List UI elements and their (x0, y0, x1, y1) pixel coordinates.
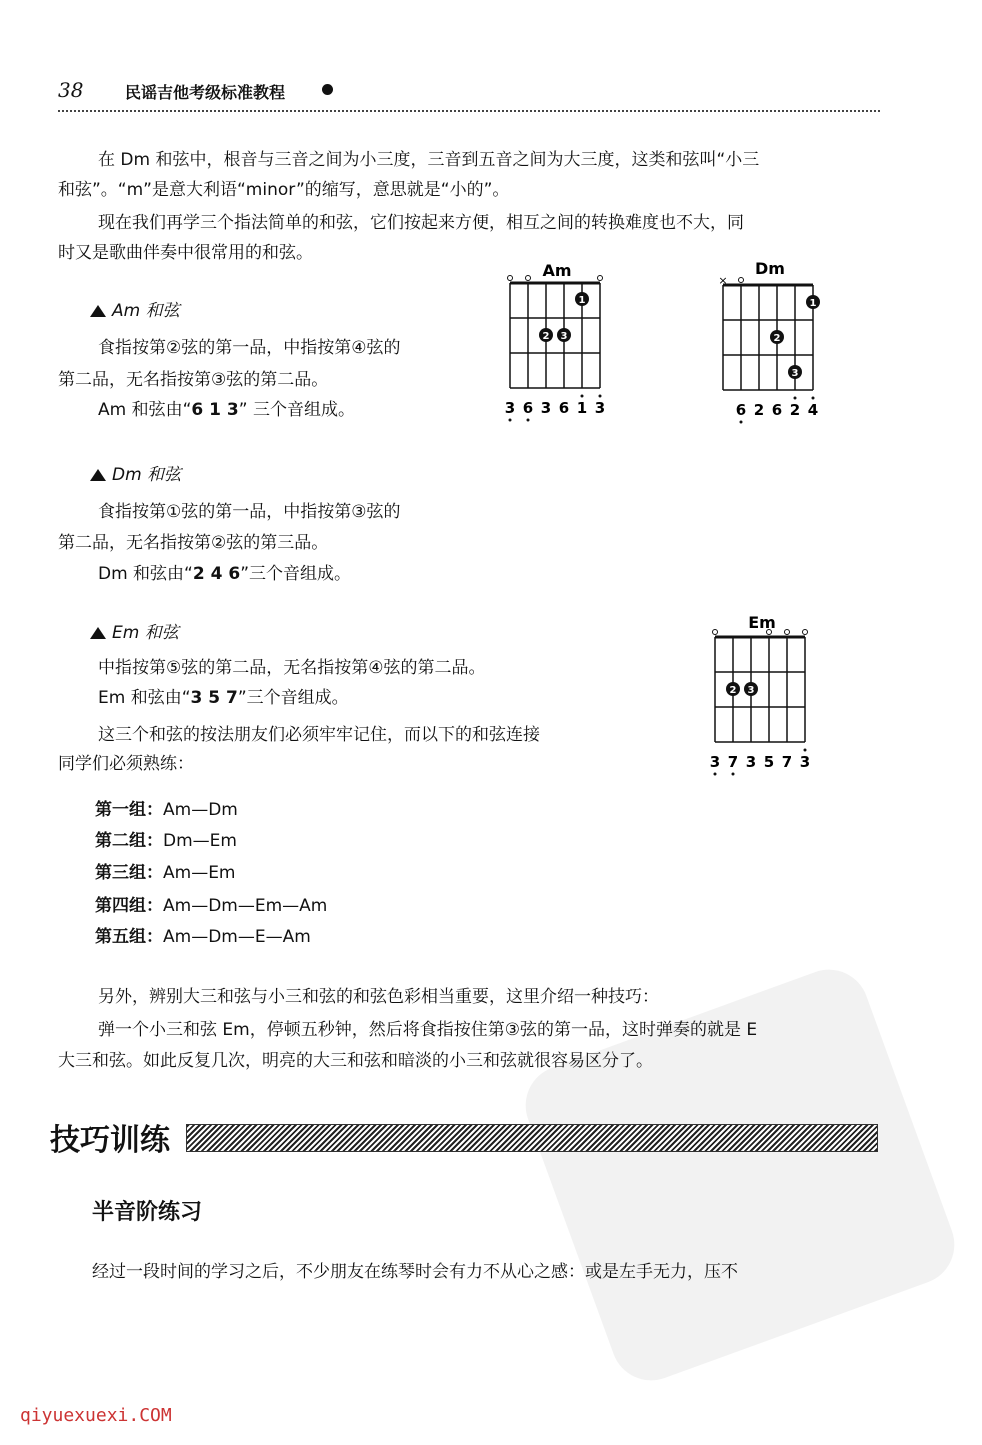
dm-line1: 食指按第①弦的第一品，中指按第③弦的 (98, 502, 401, 522)
finger-number: 2 (542, 331, 550, 342)
group-3 (95, 863, 236, 883)
finger-number: 3 (747, 685, 755, 696)
am-heading-text: Am 和弦 (112, 301, 180, 321)
open-string-icon (803, 630, 808, 635)
open-string-icon (598, 276, 603, 281)
am-heading (90, 296, 180, 321)
open-string-icon (508, 276, 513, 281)
finger-number: 1 (809, 298, 817, 309)
dm-notes: 2 4 6 (192, 564, 241, 584)
intro-p2-l1: 现在我们再学三个指法简单的和弦，它们按起来方便，相互之间的转换难度也不大，同 (98, 213, 744, 233)
note: 1 (576, 399, 588, 417)
group-2 (95, 831, 237, 851)
em-line3: 这三个和弦的按法朋友们必须牢牢记住，而以下的和弦连接 (98, 725, 540, 745)
dm-heading-text: Dm 和弦 (112, 465, 182, 485)
note: 3 (504, 399, 516, 417)
em-notes: 3 5 7 (190, 688, 238, 708)
note: 4 (807, 401, 819, 419)
em-chord-diagram (700, 612, 830, 782)
group-value: Dm—Em (163, 831, 237, 851)
chord-name: Am (542, 261, 572, 280)
am-notes: 6 1 3 (191, 400, 239, 420)
open-string-icon (785, 630, 790, 635)
finger-number: 1 (578, 295, 586, 306)
group-label: 第三组： (95, 863, 163, 883)
note: 7 (781, 753, 793, 771)
title-hatch-bar (186, 1124, 878, 1152)
em-line2-c: ”三个音组成。 (237, 688, 349, 708)
group-value: Am—Dm—Em—Am (163, 896, 328, 916)
em-line2-a: Em 和弦由“ (98, 688, 191, 708)
em-line4: 同学们必须熟练： (58, 754, 194, 774)
note: 3 (799, 753, 811, 771)
em-line2 (98, 688, 349, 708)
intro-p1-l2: 和弦”。“m”是意大利语“minor”的缩写，意思就是“小的”。 (58, 180, 510, 200)
em-heading (90, 618, 179, 643)
group-4 (95, 896, 327, 916)
am-chord-diagram (495, 258, 625, 428)
note: 3 (709, 753, 721, 771)
group-value: Am—Dm (163, 800, 238, 820)
group-label: 第四组： (95, 896, 163, 916)
note: 3 (745, 753, 757, 771)
chord-name: Dm (755, 259, 785, 278)
group-label: 第二组： (95, 831, 163, 851)
triangle-icon (90, 627, 106, 639)
last-paragraph: 经过一段时间的学习之后，不少朋友在练琴时会有力不从心之感：或是左手无力，压不 (92, 1262, 738, 1282)
am-line2: 第二品，无名指按第③弦的第二品。 (58, 370, 329, 390)
note: 2 (753, 401, 765, 419)
section-title: 技巧训练 (50, 1123, 170, 1158)
dm-line3-c: ”三个音组成。 (240, 564, 352, 584)
am-line1: 食指按第②弦的第一品，中指按第④弦的 (98, 338, 401, 358)
section-subtitle: 半音阶练习 (92, 1200, 203, 1225)
group-5 (95, 927, 311, 947)
note: 6 (771, 401, 783, 419)
note: 3 (540, 399, 552, 417)
finger-number: 3 (791, 368, 799, 379)
dm-line3 (98, 564, 351, 584)
book-title: 民谣吉他考级标准教程 (125, 83, 286, 102)
note: 6 (735, 401, 747, 419)
outro-line3: 大三和弦。如此反复几次，明亮的大三和弦和暗淡的小三和弦就很容易区分了。 (58, 1051, 653, 1071)
group-value: Am—Em (163, 863, 236, 883)
dm-heading (90, 460, 181, 485)
group-1 (95, 800, 238, 820)
em-heading-text: Em 和弦 (112, 623, 179, 643)
group-value: Am—Dm—E—Am (163, 927, 311, 947)
dm-line2: 第二品，无名指按第②弦的第三品。 (58, 533, 329, 553)
am-line3-c: ” 三个音组成。 (238, 400, 355, 420)
header-divider (58, 110, 880, 112)
am-line3-a: Am 和弦由“ (98, 400, 192, 420)
group-label: 第一组： (95, 800, 163, 820)
watermark: qiyuexuexi.COM (20, 1405, 172, 1426)
finger-number: 2 (773, 333, 781, 344)
chord-name: Em (748, 613, 776, 632)
intro-p2-l2: 时又是歌曲伴奏中很常用的和弦。 (58, 243, 313, 263)
finger-number: 2 (729, 685, 737, 696)
mute-string-icon: × (718, 274, 728, 287)
open-string-icon (713, 630, 718, 635)
bullet-icon (322, 84, 333, 95)
am-line3 (98, 400, 355, 420)
triangle-icon (90, 305, 106, 317)
note: 7 (727, 753, 739, 771)
dm-chord-diagram (708, 258, 838, 428)
note: 5 (763, 753, 775, 771)
note: 6 (522, 399, 534, 417)
open-string-icon (526, 276, 531, 281)
note: 3 (594, 399, 606, 417)
open-string-icon (739, 278, 744, 283)
note: 6 (558, 399, 570, 417)
page-number: 38 (58, 78, 84, 102)
intro-p1-l1: 在 Dm 和弦中，根音与三音之间为小三度，三音到五音之间为大三度，这类和弦叫“小三 (98, 150, 760, 170)
em-line1: 中指按第⑤弦的第二品，无名指按第④弦的第二品。 (98, 658, 486, 678)
note: 2 (789, 401, 801, 419)
outro-line2: 弹一个小三和弦 Em，停顿五秒钟，然后将食指按住第③弦的第一品，这时弹奏的就是 E (98, 1020, 758, 1040)
group-label: 第五组： (95, 927, 163, 947)
finger-number: 3 (560, 331, 568, 342)
triangle-icon (90, 469, 106, 481)
outro-line1: 另外，辨别大三和弦与小三和弦的和弦色彩相当重要，这里介绍一种技巧： (98, 987, 659, 1007)
dm-line3-a: Dm 和弦由“ (98, 564, 193, 584)
